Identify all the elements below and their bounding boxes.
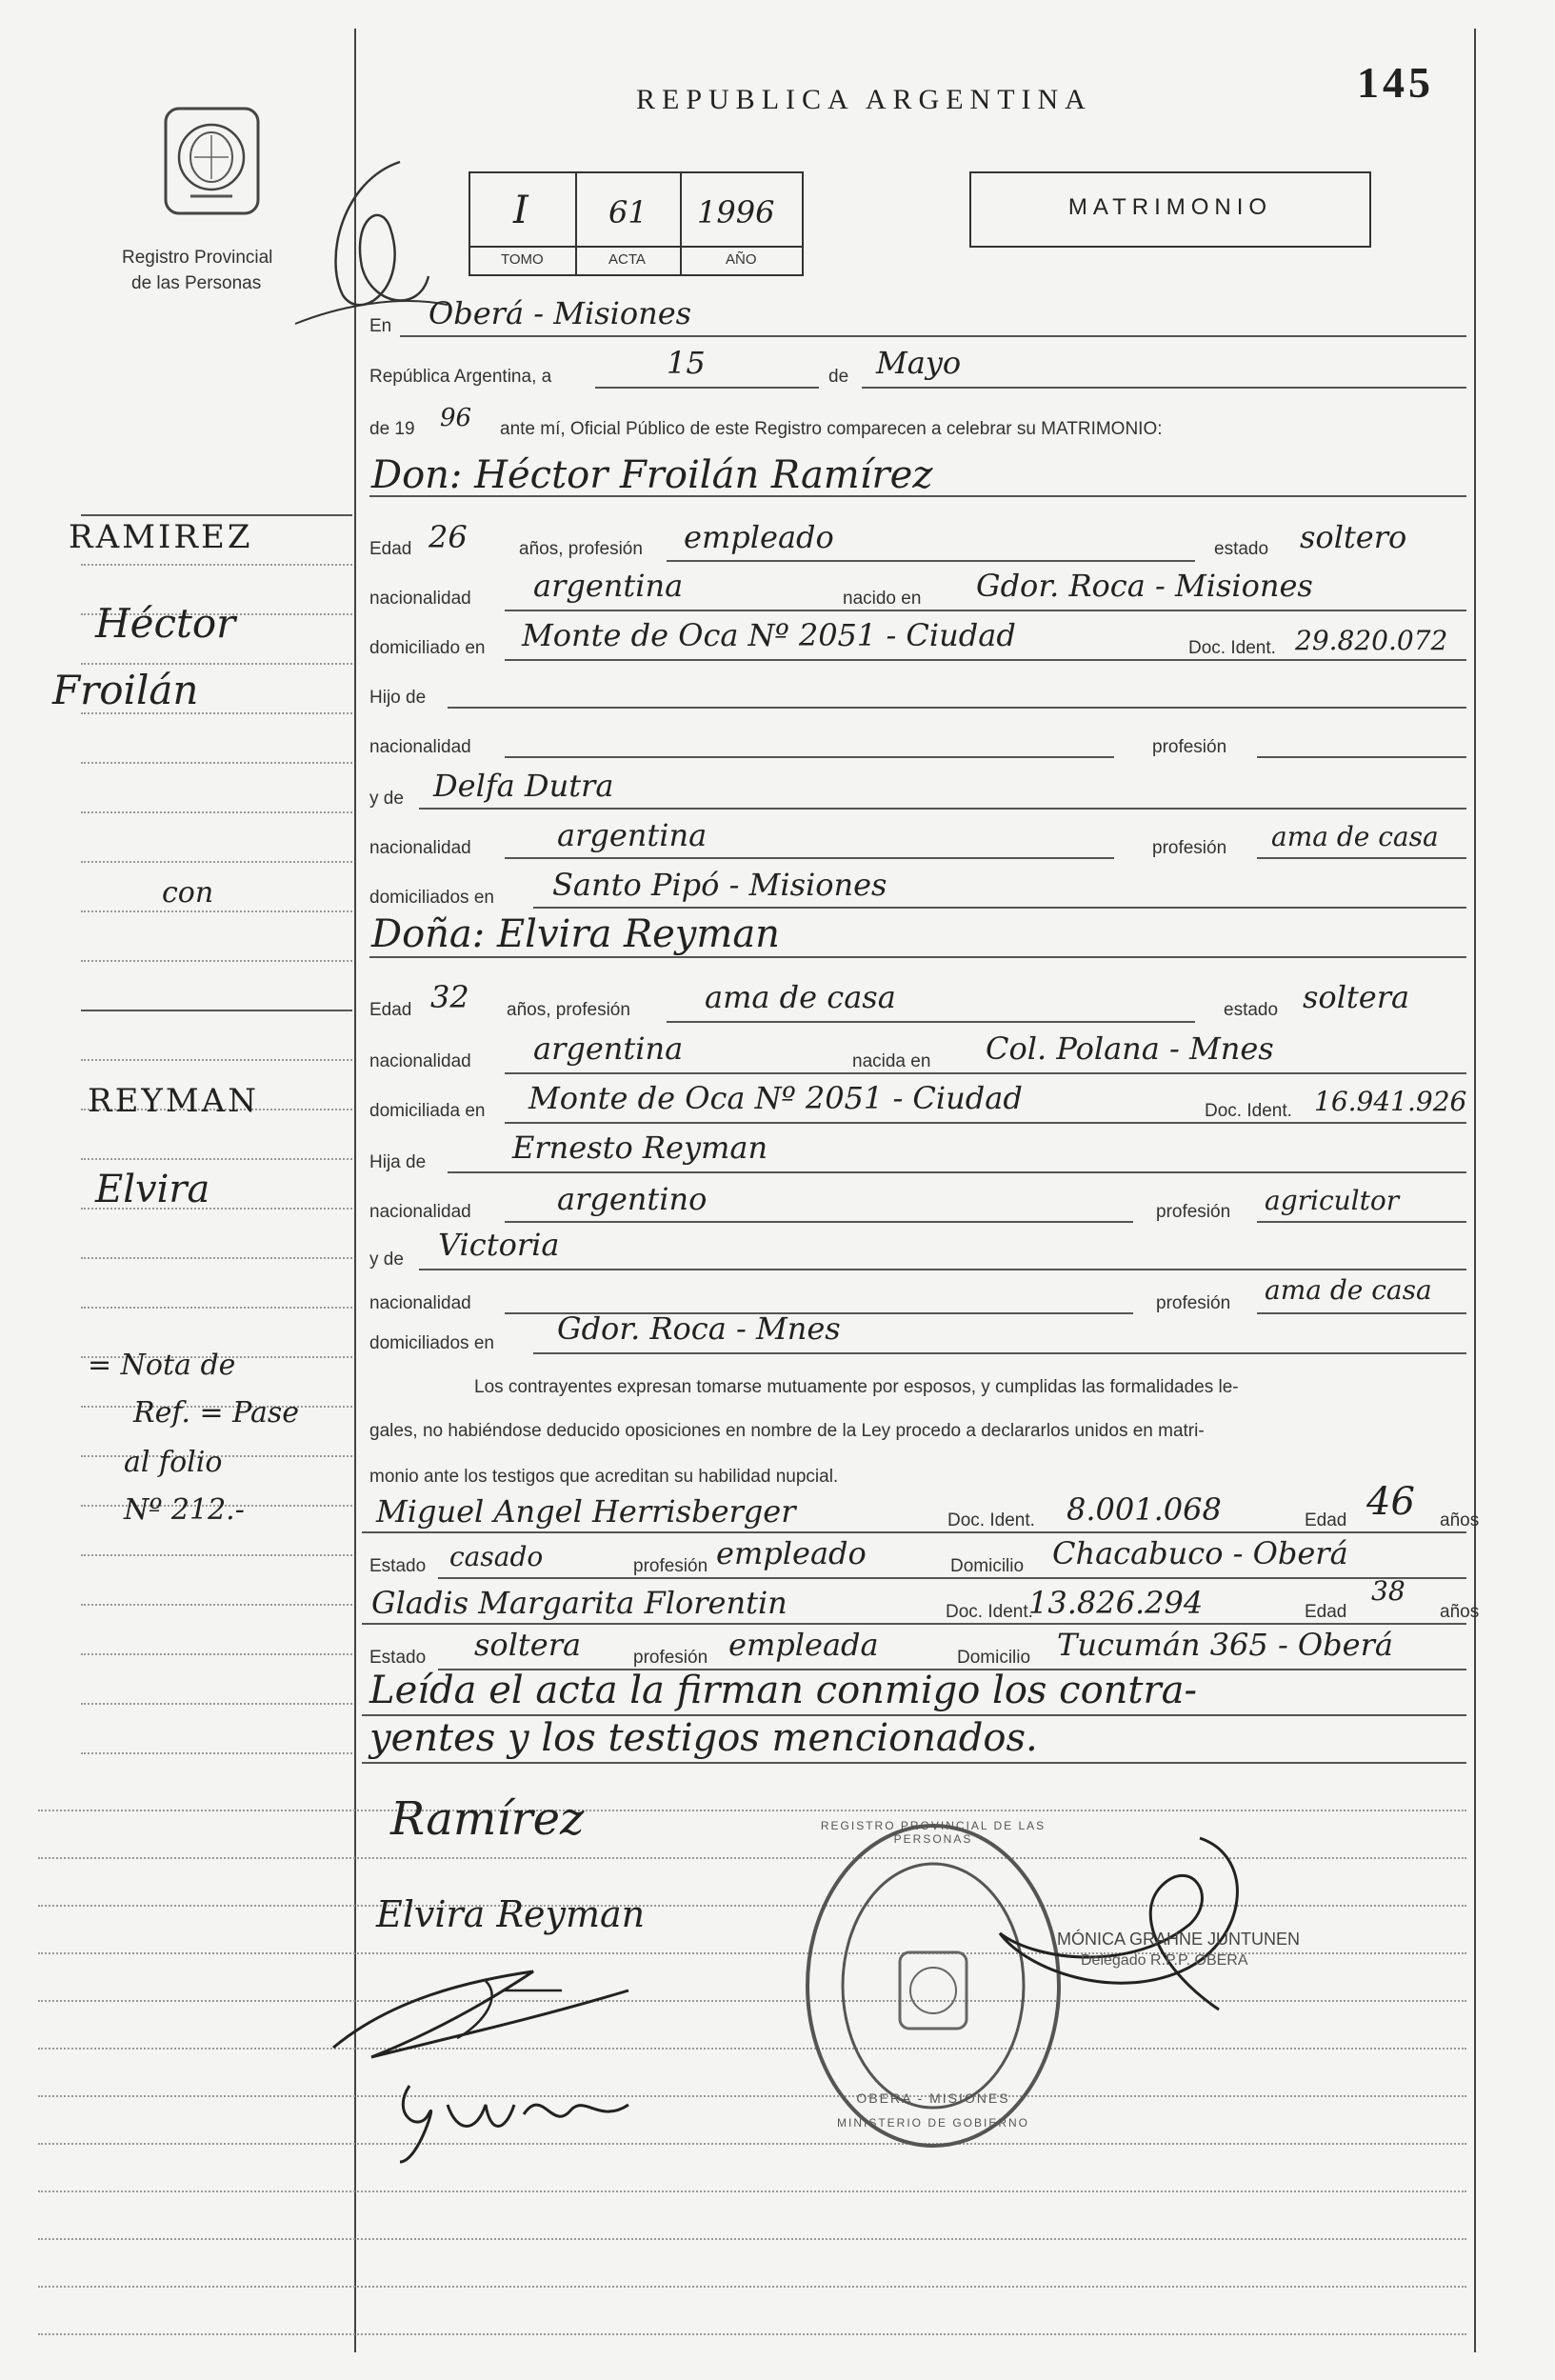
groom-madre-prof: ama de casa (1271, 821, 1439, 852)
bride-profesion: ama de casa (705, 979, 896, 1015)
officer-title: Delegado R.P.P. OBERA (1081, 1952, 1248, 1969)
margin-groom-given1: Héctor (95, 600, 236, 647)
month-value: Mayo (876, 345, 962, 381)
groom-edad: 26 (429, 519, 468, 555)
margin-note-line4: Nº 212.- (124, 1493, 245, 1527)
margin-note-line3: al folio (124, 1446, 223, 1479)
bride-hija-label: Hija de (369, 1152, 427, 1172)
republica-label: República Argentina, a (369, 367, 552, 387)
bride-madre-prof: ama de casa (1265, 1274, 1432, 1306)
ano-label: AÑO (726, 251, 757, 268)
bride-yde-label: y de (369, 1250, 404, 1270)
groom-padre-nac-label: nacionalidad (369, 737, 471, 757)
bride-edad: 32 (430, 979, 469, 1015)
page-number: 145 (1357, 58, 1434, 107)
registry-name-line1: Registro Provincial (122, 248, 273, 268)
groom-domicilio: Monte de Oca Nº 2051 - Ciudad (522, 617, 1016, 653)
record-number-box (468, 171, 804, 276)
declaration-line1: Los contrayentes expresan tomarse mutuamente por esposos, y cumplidas las formalidades le- (474, 1377, 1239, 1397)
witness2-doc-label: Doc. Ident. (946, 1602, 1033, 1622)
groom-doc-label: Doc. Ident. (1188, 638, 1276, 658)
groom-title-name: Don: Héctor Froilán Ramírez (371, 453, 933, 497)
margin-note-line2: Ref. = Pase (133, 1396, 299, 1430)
bride-anos-profesion-label: años, profesión (507, 1000, 630, 1020)
day-value: 15 (667, 345, 706, 381)
witness1-profesion-label: profesión (633, 1556, 708, 1576)
bride-nacida: Col. Polana - Mnes (986, 1030, 1274, 1067)
ano-value: 1996 (697, 194, 775, 230)
groom-padres-dom-label: domiciliados en (369, 888, 494, 908)
declaration-line2: gales, no habiéndose deducido oposiciones en nombre de la Ley procedo a declararlos unidos en matri- (369, 1421, 1205, 1441)
bride-madre: Victoria (438, 1227, 560, 1263)
bride-domicilio-label: domiciliada en (369, 1101, 486, 1121)
margin-groom-surname: RAMIREZ (69, 518, 253, 556)
groom-profesion: empleado (684, 519, 834, 555)
year-prefix: de 19 (369, 419, 415, 439)
bride-estado: soltera (1303, 979, 1410, 1015)
bride-padres-dom: Gdor. Roca - Mnes (557, 1310, 841, 1347)
groom-nacionalidad: argentina (533, 568, 684, 604)
signature-witness1 (314, 1943, 657, 2076)
seal-ministry-text: MINISTERIO DE GOBIERNO (836, 2116, 1029, 2130)
bride-nacionalidad-label: nacionalidad (369, 1051, 471, 1071)
seal-bottom-text: OBERA - MISIONES (856, 2090, 1010, 2106)
witness1-edad: 46 (1366, 1480, 1415, 1524)
groom-nacido-label: nacido en (843, 589, 922, 609)
tomo-value: I (513, 189, 528, 232)
closing-line2: yentes y los testigos mencionados. (369, 1716, 1038, 1760)
margin-groom-given2: Froilán (52, 667, 199, 713)
groom-madre-nac-label: nacionalidad (369, 838, 471, 858)
bride-doc-label: Doc. Ident. (1205, 1101, 1292, 1121)
witness2-anos-label: años (1440, 1602, 1480, 1622)
margin-note-line1: = Nota de (88, 1349, 236, 1382)
signature-groom: Ramírez (390, 1792, 585, 1846)
tomo-label: TOMO (501, 251, 544, 268)
record-type-box (969, 171, 1371, 248)
witness1-anos-label: años (1440, 1510, 1480, 1530)
groom-hijo-label: Hijo de (369, 688, 427, 708)
margin-con: con (162, 876, 214, 910)
registry-name-line2: de las Personas (131, 273, 262, 293)
de-label: de (828, 367, 849, 387)
witness2-profesion-label: profesión (633, 1648, 708, 1668)
bride-padre: Ernesto Reyman (512, 1130, 768, 1166)
officer-name: MÓNICA GRAHNE JUNTUNEN (1057, 1930, 1301, 1949)
witness1-doc-label: Doc. Ident. (947, 1510, 1035, 1530)
bride-madre-prof-label: profesión (1156, 1293, 1231, 1313)
witness2-estado-label: Estado (369, 1648, 427, 1668)
country-title: REPUBLICA ARGENTINA (636, 84, 1092, 115)
bride-doc: 16.941.926 (1314, 1086, 1467, 1117)
groom-estado: soltero (1300, 519, 1407, 555)
signature-witness2 (381, 2057, 648, 2171)
witness2-domicilio: Tucumán 365 - Oberá (1057, 1627, 1393, 1663)
signature-bride: Elvira Reyman (376, 1893, 646, 1935)
witness2-domicilio-label: Domicilio (957, 1648, 1031, 1668)
witness2-edad-label: Edad (1305, 1602, 1347, 1622)
bride-padre-prof: agricultor (1265, 1185, 1400, 1216)
witness1-estado-label: Estado (369, 1556, 427, 1576)
bride-madre-nac-label: nacionalidad (369, 1293, 471, 1313)
groom-edad-label: Edad (369, 539, 412, 559)
groom-yde-label: y de (369, 789, 404, 809)
groom-padres-dom: Santo Pipó - Misiones (552, 867, 887, 903)
groom-nacido: Gdor. Roca - Misiones (976, 568, 1313, 604)
registry-logo (162, 105, 262, 219)
groom-anos-profesion-label: años, profesión (519, 539, 643, 559)
witness1-profesion: empleado (716, 1535, 867, 1571)
groom-madre: Delfa Dutra (433, 768, 614, 804)
place-value: Oberá - Misiones (429, 295, 692, 331)
bride-nacionalidad: argentina (533, 1030, 684, 1067)
bride-edad-label: Edad (369, 1000, 412, 1020)
witness2-edad: 38 (1371, 1575, 1405, 1607)
witness2-estado: soltera (474, 1627, 582, 1663)
groom-nacionalidad-label: nacionalidad (369, 589, 471, 609)
signature-officer (971, 1829, 1276, 2019)
seal-text: REGISTRO PROVINCIAL DE LAS PERSONAS (820, 1819, 1047, 1846)
margin-bride-surname: REYMAN (88, 1082, 259, 1120)
witness1-domicilio: Chacabuco - Oberá (1052, 1535, 1348, 1571)
bride-padre-nac: argentino (557, 1181, 708, 1217)
record-type: MATRIMONIO (1067, 194, 1273, 220)
witness1-domicilio-label: Domicilio (950, 1556, 1025, 1576)
en-label: En (369, 316, 392, 336)
bride-padre-nac-label: nacionalidad (369, 1202, 471, 1222)
bride-padre-prof-label: profesión (1156, 1202, 1231, 1222)
bride-domicilio: Monte de Oca Nº 2051 - Ciudad (528, 1080, 1023, 1116)
year-suffix: 96 (440, 404, 472, 432)
witness2-name: Gladis Margarita Florentin (371, 1585, 787, 1621)
bride-estado-label: estado (1224, 1000, 1279, 1020)
witness1-name: Miguel Angel Herrisberger (376, 1493, 796, 1530)
right-page-border (1474, 29, 1476, 2352)
bride-padres-dom-label: domiciliados en (369, 1333, 494, 1353)
witness1-doc: 8.001.068 (1067, 1491, 1222, 1528)
closing-line1: Leída el acta la firman conmigo los contra- (369, 1669, 1197, 1712)
witness2-doc: 13.826.294 (1028, 1585, 1204, 1621)
groom-domicilio-label: domiciliado en (369, 638, 486, 658)
appear-text: ante mí, Oficial Público de este Registro comparecen a celebrar su MATRIMONIO: (500, 419, 1163, 439)
bride-title-name: Doña: Elvira Reyman (371, 912, 780, 956)
bride-nacida-label: nacida en (852, 1051, 931, 1071)
groom-madre-nac: argentina (557, 817, 708, 853)
groom-padre-prof-label: profesión (1152, 737, 1227, 757)
witness2-profesion: empleada (728, 1627, 879, 1663)
declaration-line3: monio ante los testigos que acreditan su habilidad nupcial. (369, 1467, 839, 1487)
acta-label: ACTA (608, 251, 646, 268)
acta-value: 61 (608, 194, 648, 230)
witness1-estado: casado (449, 1541, 544, 1572)
groom-madre-prof-label: profesión (1152, 838, 1227, 858)
groom-doc: 29.820.072 (1295, 625, 1448, 656)
witness1-edad-label: Edad (1305, 1510, 1347, 1530)
groom-estado-label: estado (1214, 539, 1269, 559)
margin-bride-given: Elvira (95, 1168, 210, 1211)
